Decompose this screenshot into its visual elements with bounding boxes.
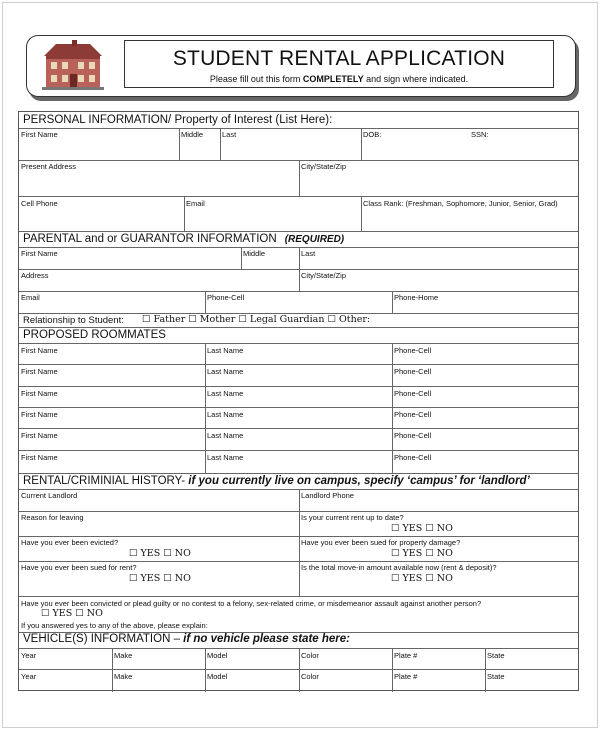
present-address-field[interactable]: Present Address [21, 162, 77, 171]
relationship-checkboxes[interactable]: ☐ Father ☐ Mother ☐ Legal Guardian ☐ Other: [142, 314, 371, 325]
sued-damage-yes-no[interactable]: ☐ YES ☐ NO [391, 548, 453, 559]
convicted-yes-no[interactable]: ☐ YES ☐ NO [41, 608, 103, 619]
roommate-last-name-field[interactable]: Last Name [207, 431, 244, 440]
vehicle-model-field[interactable]: Model [207, 651, 228, 660]
roommate-last-name-field[interactable]: Last Name [207, 453, 244, 462]
section-heading-roommates: PROPOSED ROOMMATES [23, 329, 166, 341]
explain-field[interactable]: If you answered yes to any of the above, please explain: [21, 621, 208, 630]
parent-first-name-field[interactable]: First Name [21, 249, 58, 258]
vehicle-color-field[interactable]: Color [301, 651, 319, 660]
roommate-phone-cell-field[interactable]: Phone-Cell [394, 346, 432, 355]
class-rank-field[interactable]: Class Rank: (Freshman, Sophomore, Junior, Senior, Grad) [363, 199, 558, 208]
roommate-phone-cell-field[interactable]: Phone-Cell [394, 367, 432, 376]
roommate-last-name-field[interactable]: Last Name [207, 346, 244, 355]
personal-dob-field[interactable]: DOB: [363, 130, 382, 139]
house-logo-icon [40, 40, 106, 90]
parent-last-field[interactable]: Last [301, 249, 316, 258]
roommate-last-name-field[interactable]: Last Name [207, 389, 244, 398]
parent-phone-home-field[interactable]: Phone-Home [394, 293, 439, 302]
roommate-last-name-field[interactable]: Last Name [207, 410, 244, 419]
roommate-phone-cell-field[interactable]: Phone-Cell [394, 389, 432, 398]
move-in-label: Is the total move-in amount available now (rent & deposit)? [301, 563, 497, 572]
vehicle-make-field[interactable]: Make [114, 651, 133, 660]
section-heading-history: RENTAL/CRIMINIAL HISTORY- if you currently live on campus, specify ‘campus’ for ‘landlord’ [23, 475, 530, 487]
section-heading-personal: PERSONAL INFORMATION/ Property of Interest (List Here): [23, 114, 333, 126]
move-in-yes-no[interactable]: ☐ YES ☐ NO [391, 573, 453, 584]
roommate-last-name-field[interactable]: Last Name [207, 367, 244, 376]
roommate-first-name-field[interactable]: First Name [21, 346, 58, 355]
cell-phone-field[interactable]: Cell Phone [21, 199, 58, 208]
vehicle-year-field[interactable]: Year [21, 651, 37, 660]
page-title: STUDENT RENTAL APPLICATION [172, 47, 506, 70]
personal-email-field[interactable]: Email [186, 199, 205, 208]
sued-rent-yes-no[interactable]: ☐ YES ☐ NO [129, 573, 191, 584]
roommate-phone-cell-field[interactable]: Phone-Cell [394, 431, 432, 440]
relationship-label: Relationship to Student: [23, 315, 124, 326]
vehicle-year-field[interactable]: Year [21, 672, 37, 681]
roommate-first-name-field[interactable]: First Name [21, 367, 58, 376]
current-landlord-field[interactable]: Current Landlord [21, 491, 78, 500]
personal-last-field[interactable]: Last [222, 130, 237, 139]
vehicle-plate-field[interactable]: Plate # [394, 672, 418, 681]
evicted-label: Have you ever been evicted? [21, 538, 119, 547]
vehicle-model-field[interactable]: Model [207, 672, 228, 681]
rent-up-to-date-yes-no[interactable]: ☐ YES ☐ NO [391, 523, 453, 534]
parent-email-field[interactable]: Email [21, 293, 40, 302]
vehicle-color-field[interactable]: Color [301, 672, 319, 681]
roommate-phone-cell-field[interactable]: Phone-Cell [394, 453, 432, 462]
section-heading-vehicle: VEHICLE(S) INFORMATION – if no vehicle please state here: [23, 633, 350, 645]
convicted-label: Have you ever been convicted or plead guilty or no contest to a felony, sex-related crime, or misdemeanor assault against another person? [21, 599, 482, 608]
parent-city-state-zip-field[interactable]: City/State/Zip [301, 271, 347, 280]
sued-damage-label: Have you ever been sued for property damage? [301, 538, 461, 547]
landlord-phone-field[interactable]: Landlord Phone [301, 491, 354, 500]
roommate-phone-cell-field[interactable]: Phone-Cell [394, 410, 432, 419]
rent-up-to-date-label: Is your current rent up to date? [301, 513, 404, 522]
sued-rent-label: Have you ever been sued for rent? [21, 563, 137, 572]
title-box [124, 40, 554, 88]
personal-ssn-field[interactable]: SSN: [471, 130, 489, 139]
roommate-first-name-field[interactable]: First Name [21, 431, 58, 440]
vehicle-make-field[interactable]: Make [114, 672, 133, 681]
evicted-yes-no[interactable]: ☐ YES ☐ NO [129, 548, 191, 559]
roommate-first-name-field[interactable]: First Name [21, 453, 58, 462]
roommate-first-name-field[interactable]: First Name [21, 410, 58, 419]
personal-middle-field[interactable]: Middle [181, 130, 204, 139]
parent-middle-field[interactable]: Middle [243, 249, 266, 258]
vehicle-state-field[interactable]: State [487, 672, 505, 681]
page-subtitle: Please fill out this form COMPLETELY and sign where indicated. [209, 74, 469, 84]
parent-phone-cell-field[interactable]: Phone-Cell [207, 293, 245, 302]
vehicle-state-field[interactable]: State [487, 651, 505, 660]
reason-for-leaving-field[interactable]: Reason for leaving [21, 513, 84, 522]
application-form [18, 111, 579, 691]
personal-city-state-zip-field[interactable]: City/State/Zip [301, 162, 347, 171]
section-heading-parental: PARENTAL and or GUARANTOR INFORMATION (REQUIRED) [23, 233, 345, 245]
roommate-first-name-field[interactable]: First Name [21, 389, 58, 398]
personal-first-name-field[interactable]: First Name [21, 130, 58, 139]
parent-address-field[interactable]: Address [21, 271, 49, 280]
vehicle-plate-field[interactable]: Plate # [394, 651, 418, 660]
